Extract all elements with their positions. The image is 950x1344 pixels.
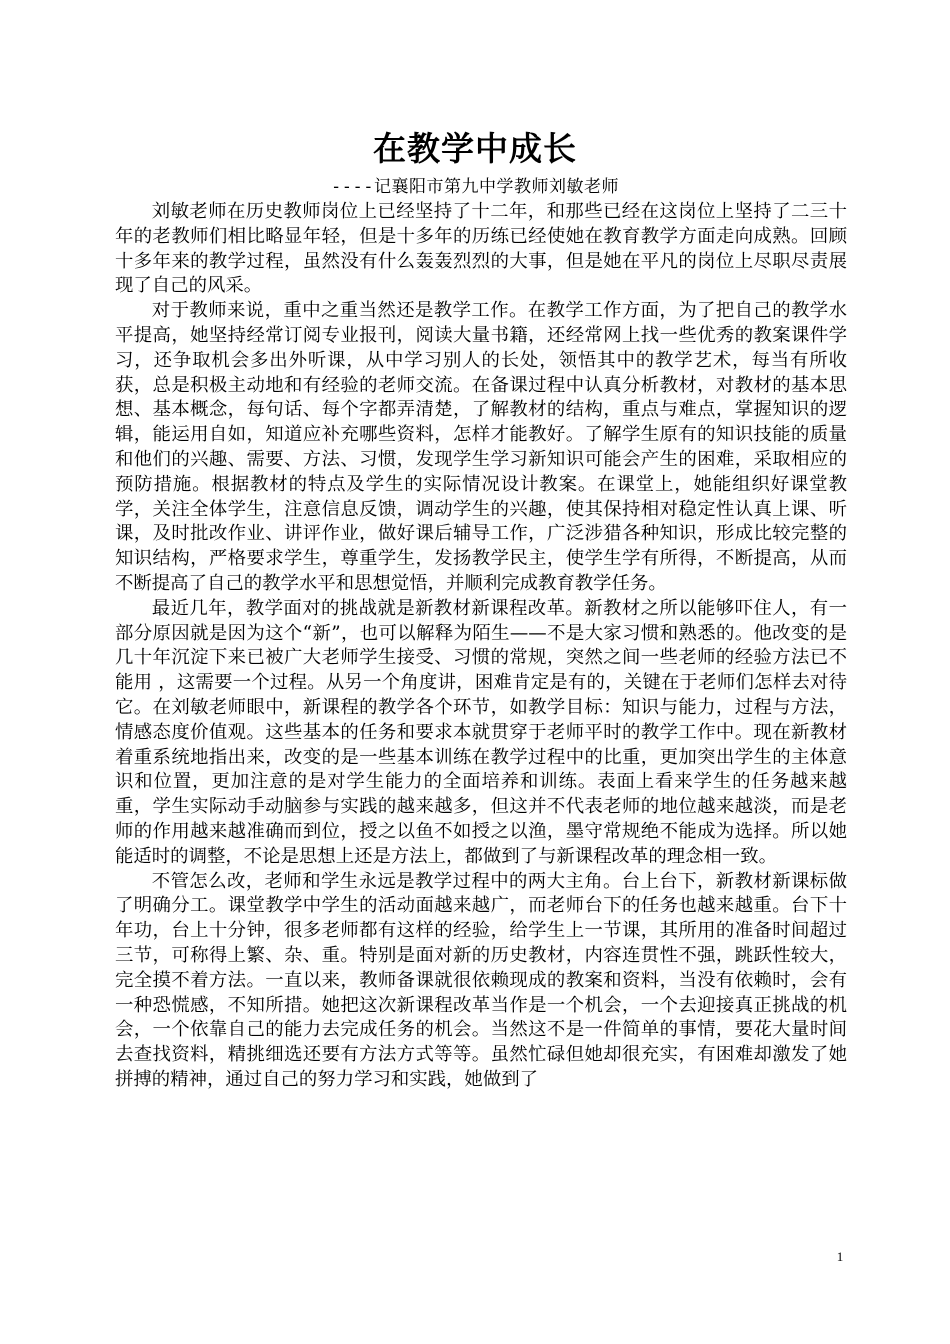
paragraph-1: 刘敏老师在历史教师岗位上已经坚持了十二年，和那些已经在这岗位上坚持了二三十年的老教师们相比略显年轻，但是十多年的历练已经使她在教育教学方面走向成熟。回顾十多年来的教学过程，虽然没有什么轰轰烈烈的大事，但是她在平凡的岗位上尽职尽责展现了自己的风采。 <box>115 201 847 297</box>
paragraph-3: 最近几年，教学面对的挑战就是新教材新课程改革。新教材之所以能够吓住人，有一部分原因就是因为这个“新”，也可以解释为陌生——不是大家习惯和熟悉的。他改变的是几十年沉淀下来已被广大老师学生接受、习惯的常规，突然之间一些老师的经验方法已不能用 ，这需要一个过程。从另一个角度讲，困难肯定是有的，关键在于老师们怎样去对待它。在刘敏老师眼中，新课程的教学各个环节，如教学目标：知识与能力，过程与方法，情感态度价值观。这些基本的任务和要求本就贯穿于老师平时的教学工作中。现在新教材着重系统地指出来，改变的是一些基本训练在教学过程中的比重，更加突出学生的主体意识和位置，更加注意的是对学生能力的全面培养和训练。表面上看来学生的任务越来越重，学生实际动手动脑参与实践的越来越多，但这并不代表老师的地位越来越淡，而是老师的作用越来越准确而到位，授之以鱼不如授之以渔，墨守常规绝不能成为选择。所以她能适时的调整，不论是思想上还是方法上，都做到了与新课程改革的理念相一致。 <box>115 597 847 867</box>
paragraph-4: 不管怎么改，老师和学生永远是教学过程中的两大主角。台上台下，新教材新课标做了明确分工。课堂教学中学生的活动面越来越广，而老师台下的任务也越来越重。台下十年功，台上十分钟，很多老师都有这样的经验，给学生上一节课，其所用的准备时间超过三节，可称得上繁、杂、重。特别是面对新的历史教材，内容连贯性不强，跳跃性较大，完全摸不着方法。一直以来，教师备课就很依赖现成的教案和资料，当没有依赖时，会有一种恐慌感，不知所措。她把这次新课程改革当作是一个机会，一个去迎接真正挑战的机会，一个依靠自己的能力去完成任务的机会。当然这不是一件简单的事情，要花大量时间去查找资料，精挑细选还要有方法方式等等。虽然忙碌但她却很充实，有困难却激发了她拼搏的精神，通过自己的努力学习和实践，她做到了 <box>115 870 847 1090</box>
document-body <box>115 200 847 1093</box>
page-number: 1 <box>836 1249 844 1264</box>
document-title: 在教学中成长 <box>373 129 577 168</box>
paragraph-2: 对于教师来说，重中之重当然还是教学工作。在教学工作方面，为了把自己的教学水平提高，她坚持经常订阅专业报刊，阅读大量书籍，还经常网上找一些优秀的教案课件学习，还争取机会多出外听课，从中学习别人的长处，领悟其中的教学艺术，每当有所收获，总是积极主动地和有经验的老师交流。在备课过程中认真分析教材，对教材的基本思想、基本概念，每句话、每个字都弄清楚，了解教材的结构，重点与难点，掌握知识的逻辑，能运用自如，知道应补充哪些资料，怎样才能教好。了解学生原有的知识技能的质量和他们的兴趣、需要、方法、习惯，发现学生学习新知识可能会产生的困难，采取相应的预防措施。根据教材的特点及学生的实际情况设计教案。在课堂上，她能组织好课堂教学，关注全体学生，注意信息反馈，调动学生的兴趣，使其保持相对稳定性认真上课、听课，及时批改作业、讲评作业，做好课后辅导工作，广泛涉猎各种知识，形成比较完整的知识结构，严格要求学生，尊重学生，发扬教学民主，使学生学有所得，不断提高，从而不断提高了自己的教学水平和思想觉悟，并顺利完成教育教学任务。 <box>115 300 847 594</box>
document-subtitle: ----记襄阳市第九中学教师刘敏老师 <box>331 177 619 197</box>
